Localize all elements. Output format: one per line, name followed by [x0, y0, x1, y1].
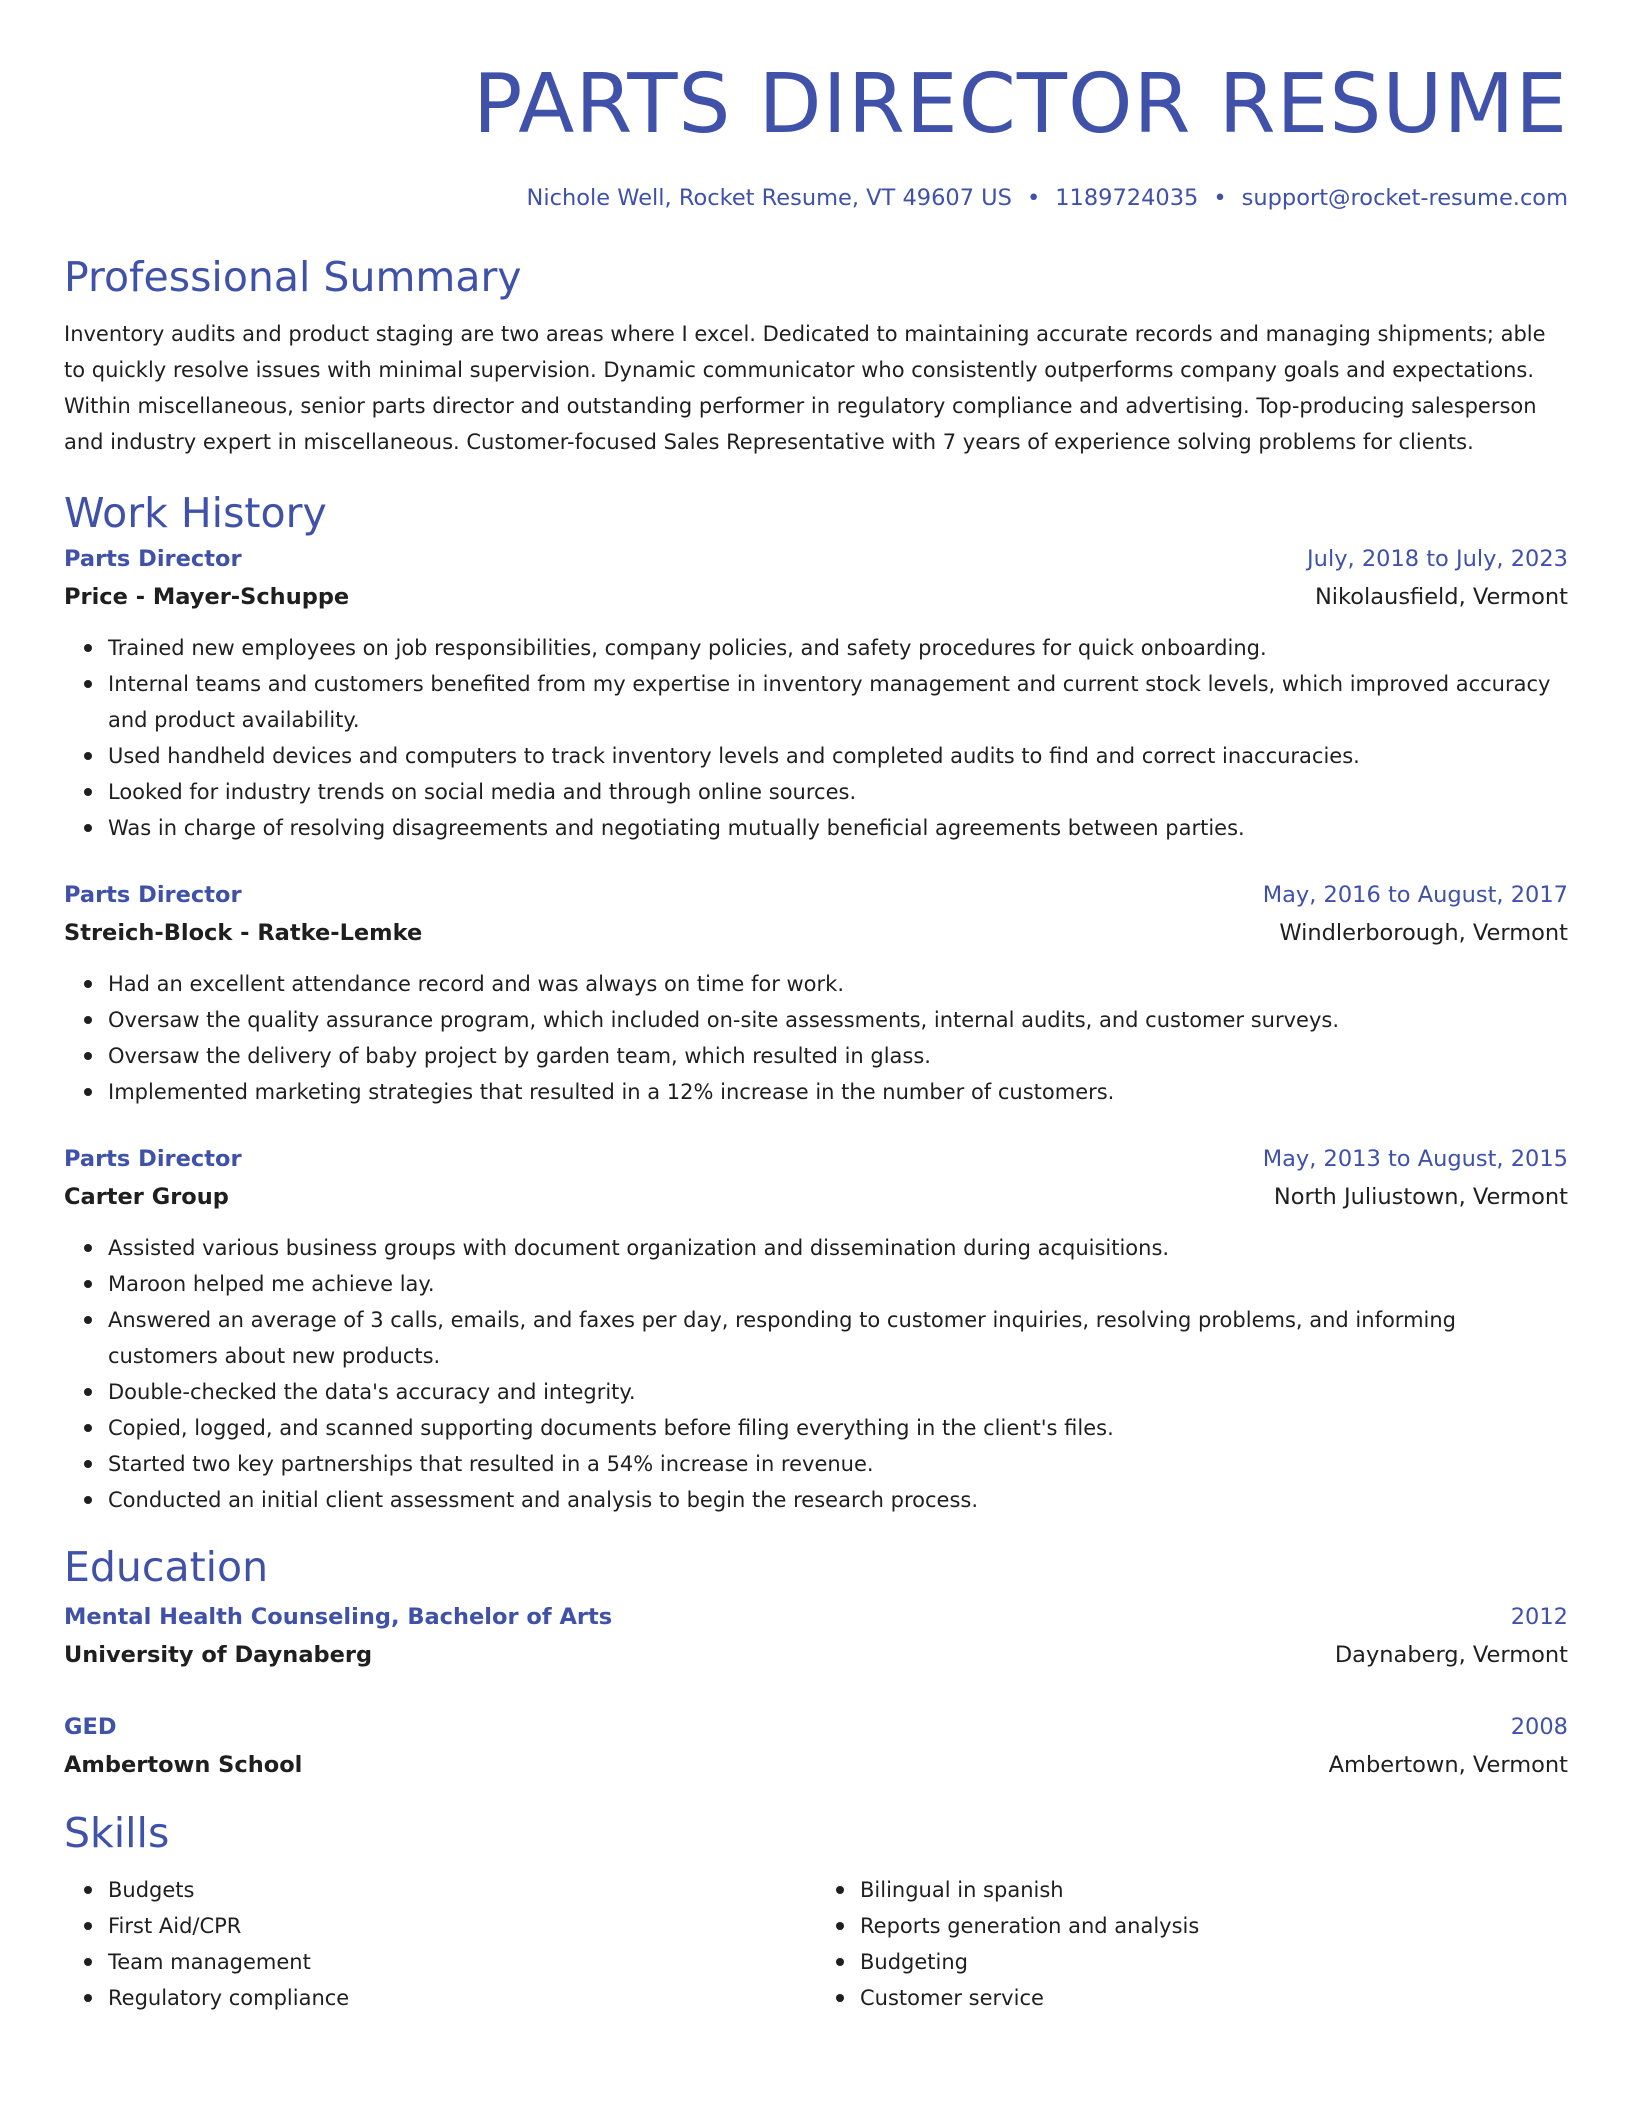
education-degree: Mental Health Counseling, Bachelor of Arts	[64, 1604, 613, 1630]
education-heading: Education	[64, 1543, 269, 1591]
education-school: University of Daynaberg	[64, 1642, 373, 1668]
page-title: PARTS DIRECTOR RESUME	[473, 57, 1568, 152]
job-role: Parts Director	[64, 882, 242, 908]
education-year: 2012	[1510, 1604, 1568, 1630]
education-location: Daynaberg, Vermont	[1334, 1642, 1568, 1668]
job-entry	[64, 540, 1568, 846]
skill-item: Budgets	[108, 1872, 816, 1908]
skill-item: Reports generation and analysis	[860, 1908, 1568, 1944]
resume-header	[64, 0, 1568, 214]
skill-item: Budgeting	[860, 1944, 1568, 1980]
contact-address: Nichole Well, Rocket Resume, VT 49607 US	[526, 185, 1012, 211]
skills-column-right	[816, 1872, 1568, 2016]
skills-heading: Skills	[64, 1809, 170, 1857]
job-bullets	[64, 630, 1568, 846]
skill-item: Regulatory compliance	[108, 1980, 816, 2016]
job-bullet: Answered an average of 3 calls, emails, and faxes per day, responding to customer inquiries, resolving problems, and informing customers about new products.	[108, 1302, 1568, 1374]
job-dates: May, 2016 to August, 2017	[1262, 882, 1568, 908]
job-bullet: Started two key partnerships that resulted in a 54% increase in revenue.	[108, 1446, 1568, 1482]
education-entry	[64, 1598, 1568, 1674]
education-entry	[64, 1708, 1568, 1784]
job-bullet: Had an excellent attendance record and was always on time for work.	[108, 966, 1568, 1002]
job-bullet: Was in charge of resolving disagreements and negotiating mutually beneficial agreements between parties.	[108, 810, 1568, 846]
job-bullet: Double-checked the data's accuracy and integrity.	[108, 1374, 1568, 1410]
contact-separator: •	[1026, 185, 1041, 211]
job-location: Windlerborough, Vermont	[1279, 920, 1568, 946]
job-bullet: Oversaw the delivery of baby project by garden team, which resulted in glass.	[108, 1038, 1568, 1074]
job-bullets	[64, 1230, 1568, 1518]
job-bullet: Assisted various business groups with document organization and dissemination during acquisitions.	[108, 1230, 1568, 1266]
summary-heading: Professional Summary	[64, 253, 522, 301]
education-school: Ambertown School	[64, 1752, 303, 1778]
job-bullet: Maroon helped me achieve lay.	[108, 1266, 1568, 1302]
job-dates: July, 2018 to July, 2023	[1307, 546, 1568, 572]
job-bullet: Looked for industry trends on social media and through online sources.	[108, 774, 1568, 810]
education-year: 2008	[1510, 1714, 1568, 1740]
job-dates: May, 2013 to August, 2015	[1262, 1146, 1568, 1172]
job-bullets	[64, 966, 1568, 1110]
job-company: Price - Mayer-Schuppe	[64, 584, 350, 610]
skill-item: Customer service	[860, 1980, 1568, 2016]
job-bullet: Used handheld devices and computers to track inventory levels and completed audits to find and correct inaccuracies.	[108, 738, 1568, 774]
job-bullet: Internal teams and customers benefited from my expertise in inventory management and current stock levels, which improved accuracy and product availability.	[108, 666, 1568, 738]
job-role: Parts Director	[64, 1146, 242, 1172]
contact-email: support@rocket-resume.com	[1241, 185, 1568, 211]
summary-text: Inventory audits and product staging are two areas where I excel. Dedicated to maintaining accurate records and managing shipments; able to quickly resolve issues with minimal supervision. Dynamic communicator who consistently outperforms company goals and expectations. Within miscellaneous, senior parts director and outstanding performer in regulatory compliance and advertising. Top-producing salesperson and industry expert in miscellaneous. Customer-focused Sales Representative with 7 years of experience solving problems for clients.	[64, 322, 1546, 454]
job-company: Streich-Block - Ratke-Lemke	[64, 920, 423, 946]
job-bullet: Copied, logged, and scanned supporting documents before filing everything in the client's files.	[108, 1410, 1568, 1446]
skill-item: First Aid/CPR	[108, 1908, 816, 1944]
skill-item: Team management	[108, 1944, 816, 1980]
skill-item: Bilingual in spanish	[860, 1872, 1568, 1908]
job-company: Carter Group	[64, 1184, 229, 1210]
job-bullet: Trained new employees on job responsibilities, company policies, and safety procedures for quick onboarding.	[108, 630, 1568, 666]
job-role: Parts Director	[64, 546, 242, 572]
skills-column-left	[64, 1872, 816, 2016]
job-entry	[64, 876, 1568, 1110]
job-location: Nikolausfield, Vermont	[1314, 584, 1568, 610]
education-degree: GED	[64, 1714, 117, 1740]
education-location: Ambertown, Vermont	[1328, 1752, 1568, 1778]
job-bullet: Oversaw the quality assurance program, which included on-site assessments, internal audits, and customer surveys.	[108, 1002, 1568, 1038]
contact-phone: 1189724035	[1055, 185, 1199, 211]
work-history-heading: Work History	[64, 489, 327, 537]
job-bullet: Conducted an initial client assessment and analysis to begin the research process.	[108, 1482, 1568, 1518]
job-location: North Juliustown, Vermont	[1273, 1184, 1568, 1210]
job-bullet: Implemented marketing strategies that resulted in a 12% increase in the number of customers.	[108, 1074, 1568, 1110]
contact-line	[64, 182, 1568, 214]
skills-list	[64, 1872, 1568, 2016]
contact-separator: •	[1213, 185, 1227, 211]
job-entry	[64, 1140, 1568, 1518]
